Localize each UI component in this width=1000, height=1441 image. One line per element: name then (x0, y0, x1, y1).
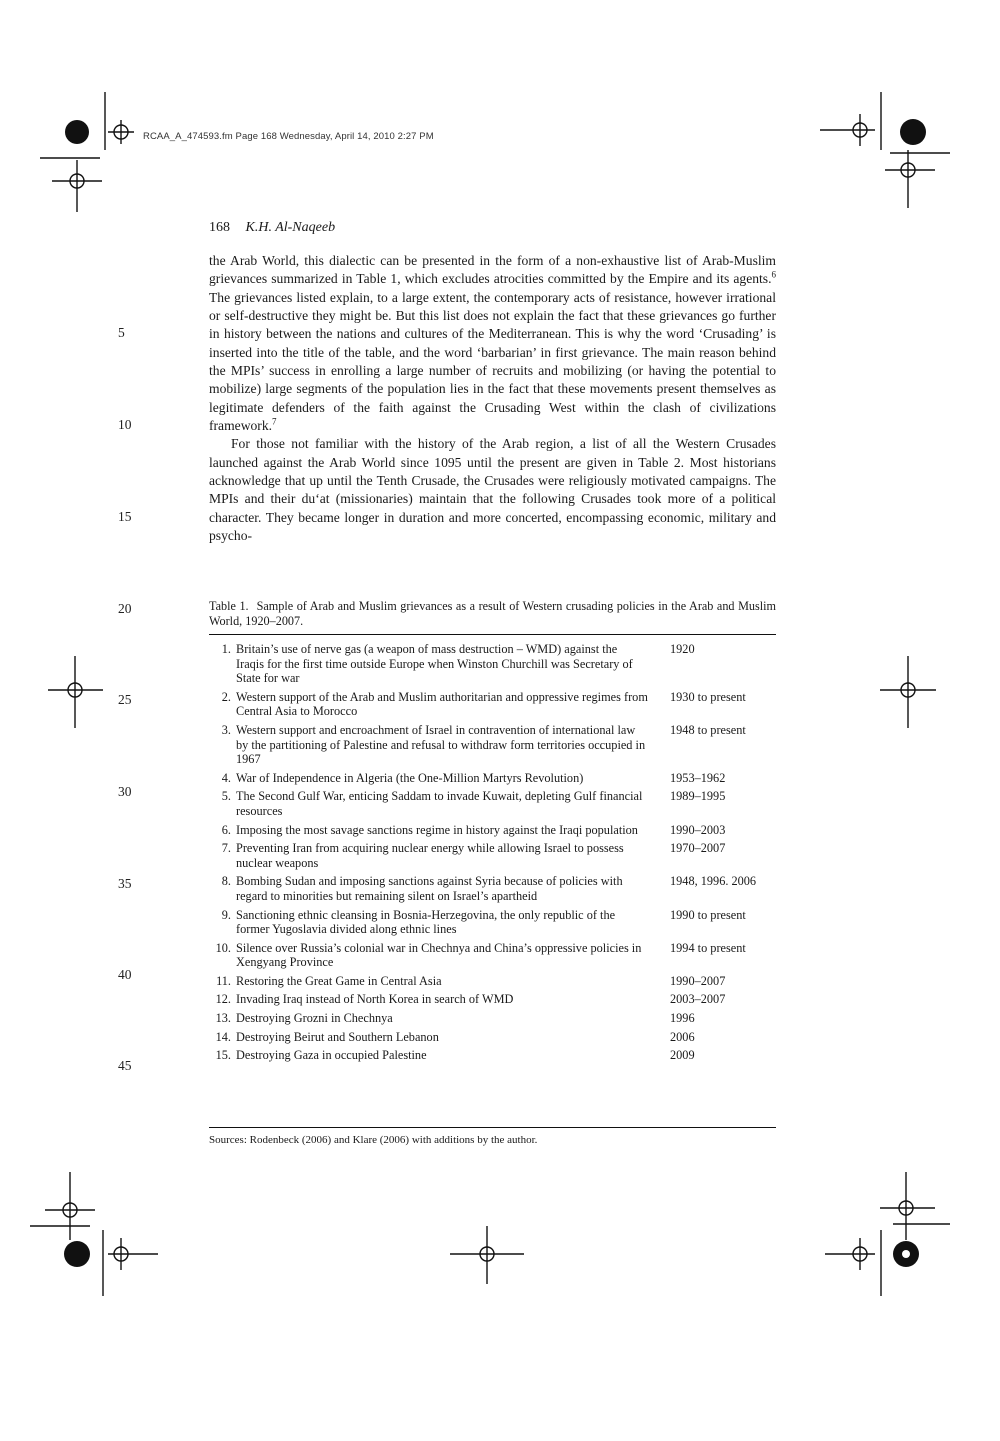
row-period: 1989–1995 (670, 789, 726, 804)
row-period: 1930 to present (670, 689, 746, 704)
row-description: Britain’s use of nerve gas (a weapon of mass destruction – WMD) against the Iraqis for the first time outside Europe when Winston Churchill was Secretary of State for war (236, 642, 633, 686)
row-period: 2006 (670, 1029, 695, 1044)
row-period: 1948, 1996. 2006 (670, 874, 757, 889)
row-number: 14. (215, 1029, 231, 1044)
table-row (209, 908, 776, 937)
row-description: Sanctioning ethnic cleansing in Bosnia-Herzegovina, the only republic of the former Yugoslavia divided along ethnic lines (236, 907, 616, 937)
row-description: Western support of the Arab and Muslim authoritarian and oppressive regimes from Central Asia to Morocco (236, 689, 648, 719)
row-description: Silence over Russia’s colonial war in Chechnya and China’s oppressive policies in Xengyang Province (236, 940, 642, 970)
row-period: 1990 to present (670, 907, 746, 922)
row-number: 1. (221, 642, 231, 656)
table-row (209, 642, 776, 686)
row-period: 2009 (670, 1048, 695, 1063)
table-bottom-rule (209, 1127, 776, 1128)
row-description: The Second Gulf War, enticing Saddam to invade Kuwait, depleting Gulf financial resources (236, 789, 643, 818)
row-period: 2003–2007 (670, 992, 726, 1007)
table-row (209, 771, 776, 786)
row-period: 1953–1962 (670, 770, 726, 785)
row-period: 1990–2007 (670, 973, 726, 988)
table-caption-text: Sample of Arab and Muslim grievances as a result of Western crusading policies in the Arab and Muslim World, 1920–2007. (209, 599, 776, 628)
row-description: Invading Iraq instead of North Korea in search of WMD (236, 992, 514, 1007)
page-number: 168 (209, 220, 230, 235)
line-number: 10 (118, 417, 132, 432)
file-slug: RCAA_A_474593.fm Page 168 Wednesday, April 14, 2010 2:27 PM (143, 131, 434, 142)
row-number: 3. (221, 722, 231, 737)
line-number: 5 (118, 325, 125, 340)
table-row (209, 723, 776, 767)
row-description: Preventing Iran from acquiring nuclear energy while allowing Israel to possess nuclear weapons (236, 841, 624, 870)
row-period: 1996 (670, 1011, 695, 1026)
table-row (209, 823, 776, 838)
line-number: 25 (118, 692, 132, 707)
table-row (209, 1030, 776, 1045)
row-number: 10. (215, 940, 231, 955)
row-description: Destroying Gaza in occupied Palestine (236, 1048, 427, 1063)
table-caption (209, 599, 776, 629)
row-number: 8. (221, 874, 231, 889)
table-label: Table 1. (209, 599, 249, 613)
row-description: Destroying Grozni in Chechnya (236, 1011, 393, 1026)
table-row (209, 1011, 776, 1026)
row-period: 1948 to present (670, 722, 746, 737)
row-number: 11. (216, 973, 231, 988)
row-number: 13. (215, 1011, 231, 1026)
row-period: 1920 (670, 642, 695, 656)
table-row (209, 690, 776, 719)
table-row (209, 941, 776, 970)
body-text (209, 252, 776, 546)
row-description: Western support and encroachment of Israel in contravention of international law by the partitioning of Palestine and refusal to withdraw form territories occupied in 1967 (236, 722, 646, 767)
row-number: 15. (215, 1048, 231, 1063)
line-number: 15 (118, 509, 132, 524)
row-number: 6. (221, 822, 231, 837)
running-head-author: K.H. Al-Naqeeb (245, 220, 336, 235)
paragraph-2: For those not familiar with the history of the Arab region, a list of all the Western Crusades launched against the Arab World since 1095 until the present are given in Table 2. Most historians acknowledge that up until the Tenth Crusade, the Crusades were religiously motivated campaigns. The MPIs and their du‘at (missionaries) maintain that the following Crusades took more of a political character. They became longer in duration and more concerted, encompassing economic, military and psycho- (209, 436, 776, 544)
table-row (209, 974, 776, 989)
row-description: Bombing Sudan and imposing sanctions against Syria because of policies with regard to minorities but remaining silent on Israel’s apartheid (236, 874, 623, 903)
row-number: 5. (221, 789, 231, 804)
table-row (209, 1048, 776, 1063)
row-period: 1990–2003 (670, 822, 726, 837)
table-sources: Sources: Rodenbeck (2006) and Klare (2006) with additions by the author. (209, 1134, 538, 1146)
row-number: 12. (215, 992, 231, 1007)
row-number: 7. (221, 841, 231, 856)
table-row (209, 992, 776, 1007)
running-head (209, 220, 335, 236)
row-description: Destroying Beirut and Southern Lebanon (236, 1029, 439, 1044)
table-row (209, 789, 776, 818)
footnote-ref-7: 7 (272, 416, 277, 427)
table-row (209, 874, 776, 903)
paragraph-1: the Arab World, this dialectic can be presented in the form of a non-exhaustive list of Arab-Muslim grievances summarized in Table 1, which excludes atrocities committed by the Empire and its agents.$^6$ The grievances listed explain, to a large extent, the contemporary acts of resistance, however irrational or self-destructive they might be. But this list does not explain the fact that these grievances go further in history between the nations and cultures of the Mediterranean. This is why the word ‘Crusading’ is inserted into the title of the table, and the word ‘barbarian’ in first grievance. The main reason behind the MPIs’ success in enrolling a large number of recruits and mobilizing (or having the potential to mobilize) large segments of the population lies in the fact that these movements present themselves as legitimate defenders of the faith against the Crusading West within the clash of civilizations framework.$^7$ (209, 253, 776, 434)
row-description: Imposing the most savage sanctions regime in history against the Iraqi population (236, 822, 638, 837)
row-number: 9. (221, 907, 231, 922)
row-description: War of Independence in Algeria (the One-Million Martyrs Revolution) (236, 770, 584, 785)
row-description: Restoring the Great Game in Central Asia (236, 973, 442, 988)
table-top-rule (209, 634, 776, 635)
row-period: 1970–2007 (670, 841, 726, 856)
line-number: 35 (118, 876, 132, 891)
line-number: 20 (118, 601, 132, 616)
line-number: 40 (118, 967, 132, 982)
footnote-ref-6: 6 (771, 269, 776, 280)
line-number: 30 (118, 784, 132, 799)
table-row (209, 841, 776, 870)
grievances-table (209, 642, 776, 1067)
row-period: 1994 to present (670, 940, 746, 955)
row-number: 2. (221, 689, 231, 704)
line-number: 45 (118, 1058, 132, 1073)
row-number: 4. (221, 770, 231, 785)
